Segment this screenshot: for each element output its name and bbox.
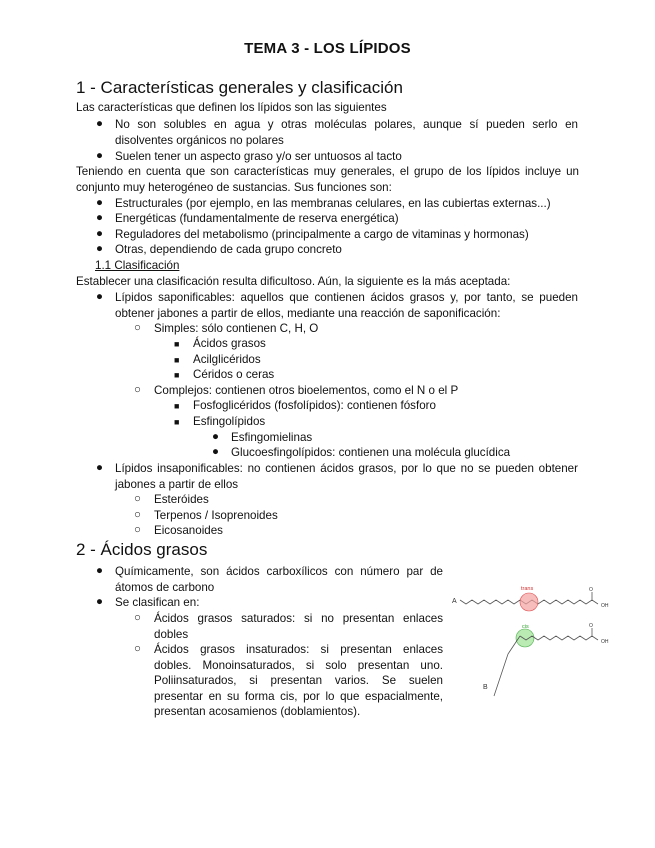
bullet-icon: ● <box>96 242 104 255</box>
bullet-icon: ● <box>96 211 104 224</box>
bullet-icon: ● <box>96 595 104 608</box>
subheading-clasificacion: 1.1 Clasificación <box>95 259 180 272</box>
figure-label-a: A <box>452 598 457 605</box>
function-item: Estructurales (por ejemplo, en las membranas celulares, en las cubiertas externas...) <box>115 197 551 210</box>
square-bullet-icon: ■ <box>174 401 180 411</box>
insaponifiable-item: Lípidos insaponificables: no contienen ácidos grasos, por lo que no se pueden obtener jabones a partir de ellos <box>115 462 578 491</box>
fatty-acid-subitem: Ácidos grasos insaturados: si presentan enlaces dobles. Monoinsaturados, si solo presentan uno. Poliinsaturados, si presentan varios. Se suelen presentar en su forma cis, por lo que espacialmente, presentan acosamienos (doblamientos). <box>154 643 443 719</box>
bullet-icon: ● <box>96 564 104 577</box>
oxygen-label-b: O <box>589 623 593 629</box>
square-bullet-icon: ■ <box>174 355 180 365</box>
bullet-icon: ● <box>96 461 104 474</box>
simple-subitem: Céridos o ceras <box>193 368 275 381</box>
complex-subitem: Esfingolípidos <box>193 415 266 428</box>
trans-label: trans <box>521 586 534 592</box>
circle-bullet-icon: ○ <box>134 508 142 521</box>
square-bullet-icon: ■ <box>174 339 180 349</box>
fatty-acid-subitem: Ácidos grasos saturados: si no presentan enlaces dobles <box>154 612 443 641</box>
hydroxyl-label: OH <box>601 603 609 609</box>
cis-chain-tail <box>494 636 520 696</box>
fatty-acid-figure <box>450 578 620 708</box>
fatty-acid-item: Químicamente, son ácidos carboxílicos con número par de átomos de carbono <box>115 565 443 594</box>
oxygen-label: O <box>589 587 593 593</box>
circle-bullet-icon: ○ <box>134 642 142 655</box>
simple-item: Simples: sólo contienen C, H, O <box>154 322 319 335</box>
page-title: TEMA 3 - LOS LÍPIDOS <box>244 40 411 57</box>
circle-bullet-icon: ○ <box>134 611 142 624</box>
bullet-icon: ● <box>96 149 104 162</box>
hydroxyl-label-b: OH <box>601 639 609 645</box>
section-1-heading: 1 - Características generales y clasificación <box>76 78 403 97</box>
cis-label: cis <box>522 624 529 630</box>
bullet-icon: ● <box>96 227 104 240</box>
complex-item: Complejos: contienen otros bioelementos, como el N o el P <box>154 384 459 397</box>
function-item: Reguladores del metabolismo (principalmente a cargo de vitaminas y hormonas) <box>115 228 529 241</box>
figure-label-b: B <box>483 684 488 691</box>
functions-paragraph: Teniendo en cuenta que son características muy generales, el grupo de los lípidos incluye un conjunto muy heterogéneo de sustancias. Sus funciones son: <box>76 165 579 194</box>
classification-intro: Establecer una clasificación resulta dificultoso. Aún, la siguiente es la más aceptada: <box>76 275 511 288</box>
simple-subitem: Ácidos grasos <box>193 337 266 350</box>
sphingo-subitem: Glucoesfingolípidos: contienen una molécula glucídica <box>231 446 511 459</box>
bullet-icon: ● <box>96 290 104 303</box>
simple-subitem: Acilglicéridos <box>193 353 261 366</box>
function-item: Energéticas (fundamentalmente de reserva energética) <box>115 212 399 225</box>
square-bullet-icon: ■ <box>174 370 180 380</box>
bullet-icon: ● <box>96 196 104 209</box>
circle-bullet-icon: ○ <box>134 321 142 334</box>
circle-bullet-icon: ○ <box>134 492 142 505</box>
bullet-icon: ● <box>96 117 104 130</box>
feature-item: No son solubles en agua y otras moléculas polares, aunque sí pueden serlo en disolventes orgánicos no polares <box>115 118 578 147</box>
intro-paragraph: Las características que definen los lípidos son las siguientes <box>76 101 387 114</box>
bullet-icon: ● <box>212 430 220 443</box>
insap-subitem: Esteróides <box>154 493 209 506</box>
circle-bullet-icon: ○ <box>134 523 142 536</box>
insap-subitem: Terpenos / Isoprenoides <box>154 509 278 522</box>
square-bullet-icon: ■ <box>174 417 180 427</box>
complex-subitem: Fosfoglicéridos (fosfolípidos): contienen fósforo <box>193 399 436 412</box>
circle-bullet-icon: ○ <box>134 383 142 396</box>
insap-subitem: Eicosanoides <box>154 524 223 537</box>
function-item: Otras, dependiendo de cada grupo concreto <box>115 243 342 256</box>
sphingo-subitem: Esfingomielinas <box>231 431 313 444</box>
bullet-icon: ● <box>212 445 220 458</box>
fatty-acid-item: Se clasifican en: <box>115 596 200 609</box>
feature-item: Suelen tener un aspecto graso y/o ser untuosos al tacto <box>115 150 402 163</box>
section-2-heading: 2 - Ácidos grasos <box>76 540 208 559</box>
trans-bond-highlight <box>520 593 538 611</box>
saponifiable-item: Lípidos saponificables: aquellos que contienen ácidos grasos y, por tanto, se pueden obtener jabones a partir de ellos, mediante una reacción de saponificación: <box>115 291 578 320</box>
